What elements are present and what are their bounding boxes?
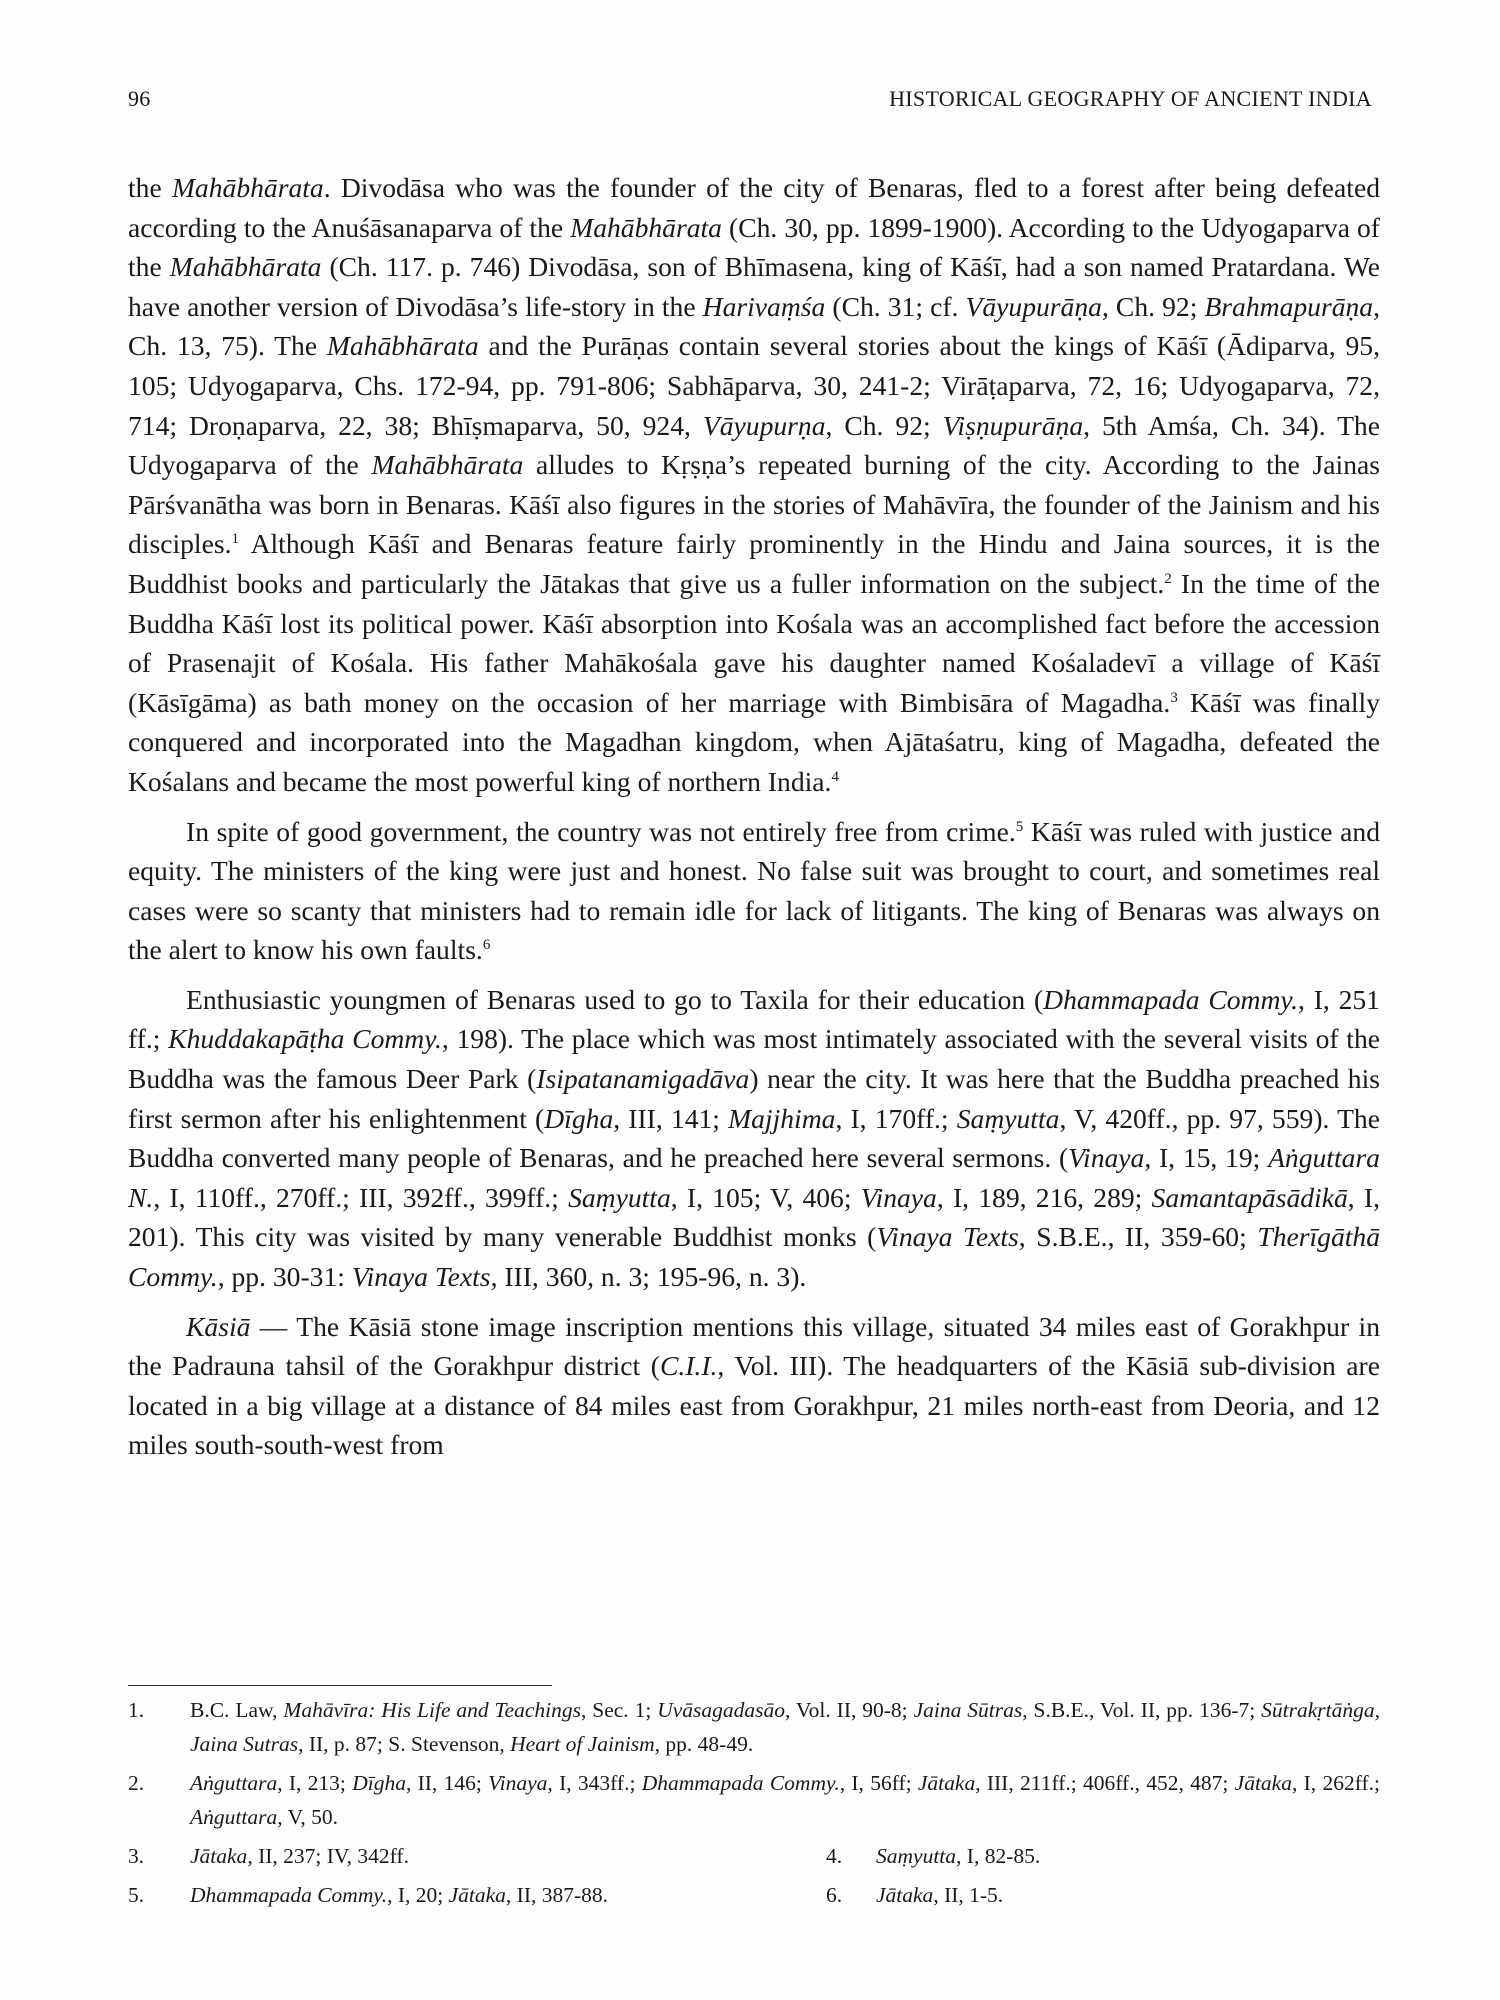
text-run: , II, 237; IV, 342ff.	[247, 1844, 409, 1868]
text-run: , I, 82-85.	[956, 1844, 1041, 1868]
footnote-text	[190, 1839, 826, 1873]
italic-text: Vinaya	[860, 1181, 937, 1213]
italic-text: Dīgha	[352, 1771, 406, 1795]
italic-text: Majjhima	[728, 1102, 836, 1134]
text-run: ) near the city. It was here that the Buddha preached his first sermon after his enlightenment (	[128, 1063, 1380, 1134]
italic-text: Vinaya Texts	[351, 1261, 491, 1293]
italic-text: Mahābhārata	[169, 251, 322, 283]
italic-text: Dhammapada Commy.	[1043, 983, 1298, 1015]
text-run: Kāśī was ruled with justice and equity. The ministers of the king were just and honest. No false suit was brought to court, and sometimes real cases were so scanty that ministers had to remain idle for lack of litigants. The king of Benaras was always on the alert to know his own faults.	[128, 815, 1380, 966]
italic-text: Brahmapurāṇa	[1204, 290, 1374, 322]
text-run: (Ch. 31; cf.	[825, 290, 966, 322]
text-run: , III, 360, n. 3; 195-96, n. 3).	[490, 1261, 807, 1293]
footnote-ref: 6	[482, 937, 491, 954]
footnote-row	[128, 1878, 1380, 1912]
italic-text: Saṃyutta	[568, 1181, 671, 1213]
italic-text: Heart of Jainism	[510, 1732, 655, 1756]
paragraph	[128, 812, 1380, 970]
italic-text: Sūtrakṛtāṅga, Jaina Sutras	[190, 1698, 1380, 1756]
italic-text: Jātaka	[190, 1844, 248, 1868]
italic-text: Vāyupurṇa	[702, 409, 826, 441]
page-number: 96	[128, 86, 151, 111]
italic-text: Vāyupurāṇa	[965, 290, 1102, 322]
footnotes	[128, 1693, 1380, 1917]
italic-text: Uvāsagadasāo	[657, 1698, 786, 1722]
text-run: , II, p. 87; S. Stevenson,	[298, 1732, 511, 1756]
footnote	[826, 1878, 1380, 1912]
footnote-number: 5.	[128, 1883, 145, 1907]
footnote-ref: 4	[831, 768, 839, 785]
text-run: , II, 146;	[405, 1771, 489, 1795]
text-run: , I, 15, 19;	[1144, 1142, 1269, 1174]
text-run: , Ch. 13, 75). The	[128, 290, 1380, 362]
text-run: — The Kāsiā stone image inscription mentions this village, situated 34 miles east of Gorakhpur in the Padrauna tahsil of the Gorakhpur district (	[128, 1310, 1380, 1382]
italic-text: Aṅguttara N.	[128, 1142, 1380, 1213]
text-run: , Vol. II, 90-8;	[785, 1698, 914, 1722]
footnote-number: 2.	[128, 1771, 145, 1795]
italic-text: Vinaya	[488, 1771, 548, 1795]
italic-text: Vinaya	[1068, 1142, 1145, 1174]
footnote-ref: 5	[1015, 818, 1024, 835]
footnote	[128, 1878, 826, 1912]
footnote	[128, 1839, 826, 1873]
footnote-ref: 2	[1164, 570, 1172, 587]
text-run: . Divodāsa who was the founder of the city of Benaras, fled to a forest after being defeated according to the Anuśāsanaparva of the	[128, 172, 1381, 243]
italic-text: Saṃyutta	[956, 1102, 1060, 1134]
text-run: , III, 211ff.; 406ff., 452, 487;	[975, 1771, 1235, 1795]
footnote	[128, 1766, 1380, 1834]
text-run: , II, 1-5.	[933, 1883, 1004, 1907]
italic-text: Viṣṇupurāṇa	[942, 409, 1084, 441]
text-run: In spite of good government, the country was not entirely free from crime.	[186, 815, 1016, 847]
text-run: , Sec. 1;	[580, 1698, 658, 1722]
footnote-separator	[128, 1685, 552, 1686]
text-run: In the time of the Buddha Kāśī lost its political power. Kāśī absorption into Kośala was an accomplished fact before the accession of Prasenajit of Kośala. His father Mahākośala gave his daughter named Kośaladevī a village of Kāśī (Kāsīgāma) as bath money on the occasion of her marriage with Bimbisāra of Magadha.	[128, 567, 1380, 718]
text-run: , I, 262ff.;	[1291, 1771, 1380, 1795]
footnote-text	[190, 1878, 826, 1912]
text-run: , S.B.E., Vol. II, pp. 136-7;	[1022, 1698, 1262, 1722]
italic-text: Khuddakapāṭha Commy.	[168, 1023, 442, 1055]
italic-text: Isipatanamigadāva	[536, 1063, 750, 1095]
italic-text: Mahābhārata	[326, 330, 479, 362]
text-run: , V, 50.	[277, 1805, 338, 1829]
footnote-number: 1.	[128, 1698, 145, 1722]
text-run: , I, 213;	[277, 1771, 353, 1795]
text-run: Enthusiastic youngmen of Benaras used to go to Taxila for their education (	[186, 983, 1044, 1015]
body-text	[128, 168, 1380, 1475]
paragraph	[128, 980, 1380, 1297]
text-run: Kāśī was finally conquered and incorporated into the Magadhan kingdom, when Ajātaśatru, king of Magadha, defeated the Kośalans and became the most powerful king of northern India.	[128, 686, 1381, 797]
text-run: , 198). The place which was most intimately associated with the several visits of the Buddha was the famous Deer Park (	[128, 1023, 1380, 1095]
italic-text: Kāsiā	[186, 1310, 251, 1342]
italic-text: Vinaya Texts	[876, 1221, 1019, 1253]
footnote-ref: 1	[231, 531, 239, 548]
text-run: , I, 343ff.;	[547, 1771, 642, 1795]
text-run: , I, 56ff;	[839, 1771, 918, 1795]
italic-text: Jaina Sūtras	[913, 1698, 1023, 1722]
italic-text: Jātaka	[448, 1883, 506, 1907]
italic-text: Samantapāsādikā	[1151, 1181, 1348, 1213]
footnote-text	[190, 1766, 1380, 1834]
text-run: , S.B.E., II, 359-60;	[1018, 1221, 1258, 1253]
text-run: the	[128, 172, 172, 203]
paragraph	[128, 1307, 1380, 1465]
text-run: , pp. 48-49.	[654, 1732, 754, 1756]
text-run: , I, 170ff.;	[835, 1102, 957, 1134]
footnote-text	[876, 1878, 1380, 1912]
italic-text: Mahābhārata	[171, 172, 324, 203]
text-run: , Ch. 92;	[1101, 290, 1205, 322]
page-header	[128, 86, 1372, 112]
text-run: , Ch. 92;	[825, 409, 943, 441]
italic-text: Jātaka	[1234, 1771, 1292, 1795]
italic-text: Dhammapada Commy.	[190, 1883, 388, 1907]
text-run: , Vol. III). The headquarters of the Kāsiā sub-division are located in a big village at a distance of 84 miles east from Gorakhpur, 21 miles north-east from Deoria, and 12 miles south-south-west from	[128, 1350, 1380, 1461]
text-run: , I, 189, 216, 289;	[936, 1181, 1152, 1213]
italic-text: Jātaka	[917, 1771, 976, 1795]
italic-text: Jātaka	[876, 1883, 934, 1907]
italic-text: Aṅguttara	[190, 1771, 278, 1795]
text-run: B.C. Law,	[190, 1698, 284, 1722]
text-run: , I, 201). This city was visited by many venerable Buddhist monks (	[128, 1181, 1380, 1253]
paragraph	[128, 168, 1380, 802]
text-run: , V, 420ff., pp. 97, 559). The Buddha converted many people of Benaras, and he preached here several sermons. (	[128, 1102, 1380, 1174]
text-run: alludes to Kṛṣṇa’s repeated burning of the city. According to the Jainas Pārśvanātha was born in Benaras. Kāśī also figures in the stories of Mahāvīra, the founder of the Jainism and his disciples.	[128, 449, 1380, 560]
italic-text: Dīgha	[544, 1102, 614, 1134]
italic-text: Therīgāthā Commy.	[128, 1221, 1381, 1293]
italic-text: Harivaṃśa	[702, 290, 826, 322]
footnote-ref: 3	[1170, 689, 1178, 706]
text-run: Although Kāśī and Benaras feature fairly prominently in the Hindu and Jaina sources, it is the Buddhist books and particularly the Jātakas that give us a fuller information on the subject.	[128, 528, 1380, 599]
italic-text: Mahābhārata	[570, 211, 722, 243]
footnote-text	[190, 1693, 1380, 1761]
footnote-number: 6.	[826, 1883, 843, 1907]
text-run: (Ch. 30, pp. 1899-1900). According to the Udyogaparva of the	[128, 211, 1380, 283]
footnote-number: 4.	[826, 1844, 843, 1868]
italic-text: Mahābhārata	[371, 449, 524, 481]
text-run: , pp. 30-31:	[217, 1261, 352, 1293]
italic-text: C.I.I.	[659, 1350, 718, 1382]
text-run: (Ch. 117. p. 746) Divodāsa, son of Bhīmasena, king of Kāśī, had a son named Pratardana. We have another version of Divodāsa’s life-story in the	[128, 251, 1380, 322]
text-run: , 5th Amśa, Ch. 34). The Udyogaparva of the	[128, 409, 1380, 481]
running-title: HISTORICAL GEOGRAPHY OF ANCIENT INDIA	[889, 86, 1372, 111]
footnote-text	[876, 1839, 1380, 1873]
footnote	[128, 1693, 1380, 1761]
text-run: , I, 251 ff.;	[128, 983, 1380, 1055]
text-run: , I, 110ff., 270ff.; III, 392ff., 399ff.;	[153, 1181, 569, 1213]
italic-text: Aṅguttara	[190, 1805, 278, 1829]
text-run: , III, 141;	[613, 1102, 729, 1134]
italic-text: Saṃyutta	[876, 1844, 957, 1868]
footnote-number: 3.	[128, 1844, 145, 1868]
text-run: , I, 105; V, 406;	[670, 1181, 861, 1213]
text-run: and the Purāṇas contain several stories about the kings of Kāśī (Ādiparva, 95, 105; Udyogaparva, Chs. 172-94, pp. 791-806; Sabhāparva, 30, 241-2; Virāṭaparva, 72, 16; Udyogaparva, 72, 714; Droṇaparva, 22, 38; Bhīṣmaparva, 50, 924,	[128, 330, 1380, 441]
text-run: , II, 387-88.	[505, 1883, 609, 1907]
footnote	[826, 1839, 1380, 1873]
text-run: , I, 20;	[387, 1883, 449, 1907]
italic-text: Mahāvīra: His Life and Teachings	[283, 1698, 581, 1722]
italic-text: Dhammapada Commy.	[641, 1771, 840, 1795]
footnote-row	[128, 1839, 1380, 1873]
